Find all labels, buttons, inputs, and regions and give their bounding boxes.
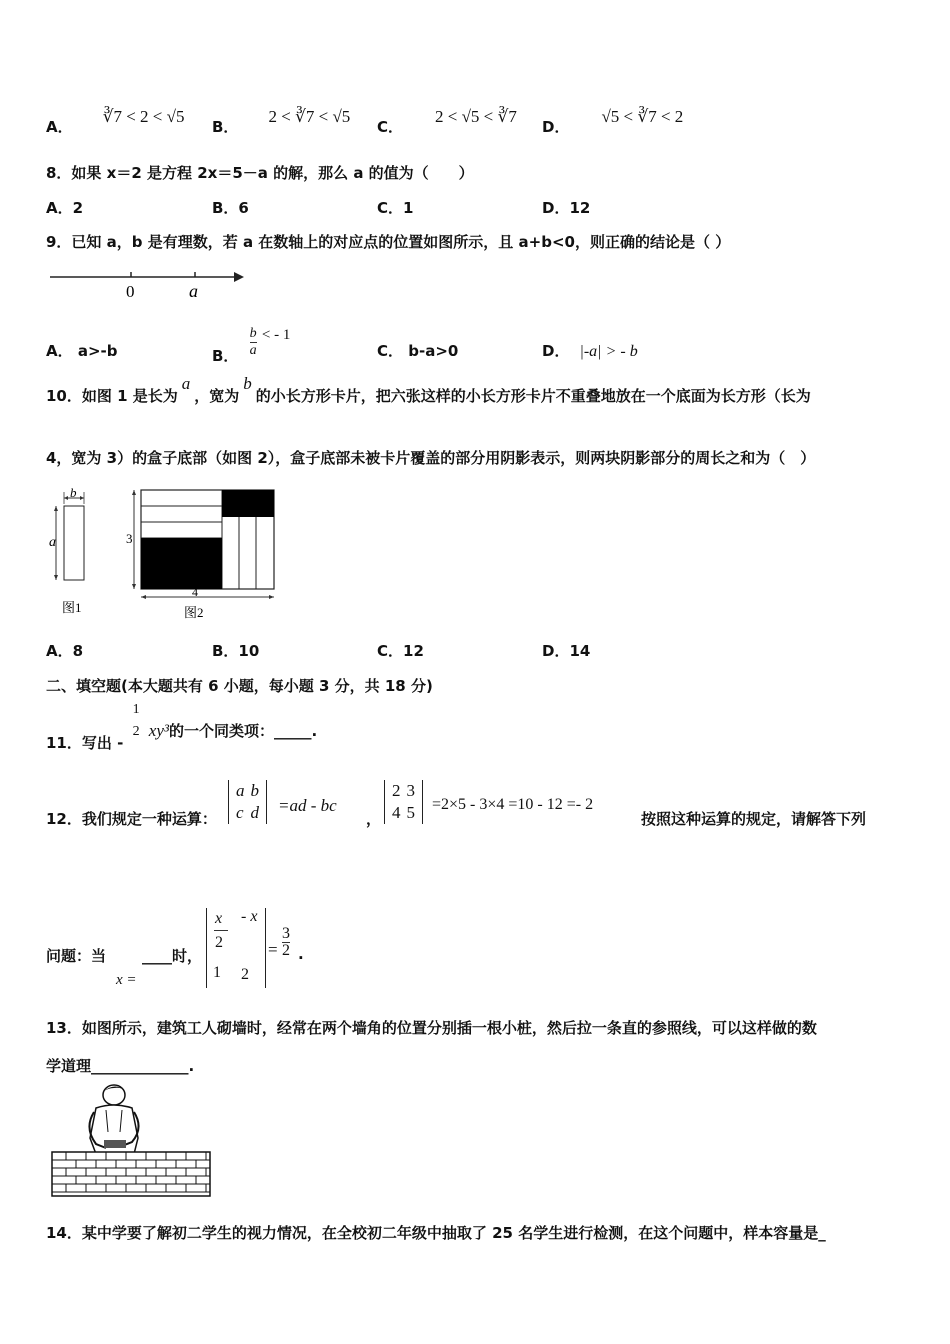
determinant-1-rule: =ad - bc [278,796,337,815]
q12-end: . [298,945,304,963]
q10-option-a: A．8 [46,642,84,660]
fig2-width-label: 4 [192,585,198,599]
q8-option-c: C．1 [377,199,414,217]
fig2-caption: 图2 [184,605,204,620]
q9-option-c: C． b-a>0 [377,342,459,360]
axis-zero-label: 0 [126,282,135,301]
determinant-1: a b c d [228,780,267,824]
q7-option-a: A．∛7 < 2 < √5 [46,107,185,136]
q12-pre: 12．我们规定一种运算： [46,810,217,828]
determinant-3: x 2 - x 1 2 [206,908,266,988]
q7-option-b: B．2 < ∛7 < √5 [212,107,351,136]
q8-stem: 8．如果 x＝2 是方程 2x＝5－a 的解，那么 a 的值为（ ） [46,164,474,182]
bricklayer-illustration [46,1082,216,1200]
q10-option-b: B．10 [212,642,260,660]
q9-option-b: B． $\frac{b}{a}$ < - 1 [212,326,291,365]
q13-line2: 学道理_____________. [46,1057,195,1075]
q14-stem: 14．某中学要了解初二学生的视力情况，在全校初二年级中抽取了 25 名学生进行检测，在这个问题中，样本容量是_ [46,1224,826,1242]
fig1-b-label: b [70,486,77,500]
section-2-heading: 二、填空题(本大题共有 6 小题，每小题 3 分，共 18 分) [46,677,433,695]
q13-line1: 13．如图所示，建筑工人砌墙时，经常在两个墙角的位置分别插一根小桩，然后拉一条直的参照线，可以这样做的数 [46,1019,817,1037]
figure-1-card [44,486,104,616]
determinant-2: 2 3 4 5 [384,780,423,824]
q12-blank: ____时， [142,947,203,965]
q7-option-d: D．√5 < ∛7 < 2 [542,107,684,136]
q7-option-c: C．2 < √5 < ∛7 [377,107,517,136]
q12-post: 按照这种运算的规定，请解答下列 [641,810,867,828]
x-equals: x = [116,972,137,988]
q12-line2-pre: 问题：当 [46,947,107,965]
fig1-a-label: a [49,535,56,550]
q12-comma: ， [366,810,382,828]
q8-option-b: B．6 [212,199,249,217]
q10-option-c: C．12 [377,642,424,660]
q10-line1: 10．如图 1 是长为a，宽为b的小长方形卡片，把六张这样的小长方形卡片不重叠地放在一个底面为长方形（长为 [46,374,811,405]
figure-2-box [124,486,280,622]
fig1-caption: 图1 [62,600,82,615]
fig2-height-label: 3 [126,531,133,546]
q10-line2: 4，宽为 3）的盒子底部（如图 2），盒子底部未被卡片覆盖的部分用阴影表示，则两块阴影部分的周长之和为（ ） [46,449,816,467]
q8-option-d: D．12 [542,199,591,217]
q9-stem: 9．已知 a，b 是有理数，若 a 在数轴上的对应点的位置如图所示，且 a+b<0，则正确的结论是（ ） [46,233,731,251]
number-line-figure [46,266,256,306]
q11: 11．写出 - 1 2 xy³的一个同类项：_____. [46,702,318,752]
q9-option-a: A． a>-b [46,342,118,360]
q8-option-a: A．2 [46,199,84,217]
result-fraction: $\frac{3}{2}$ [282,925,290,959]
determinant-2-eval: =2×5 - 3×4 =10 - 12 =- 2 [432,796,594,813]
axis-a-label: a [189,281,198,301]
q9-option-d: D． |-a| > - b [542,342,638,360]
q10-option-d: D．14 [542,642,591,660]
result-equals: = [268,940,278,959]
